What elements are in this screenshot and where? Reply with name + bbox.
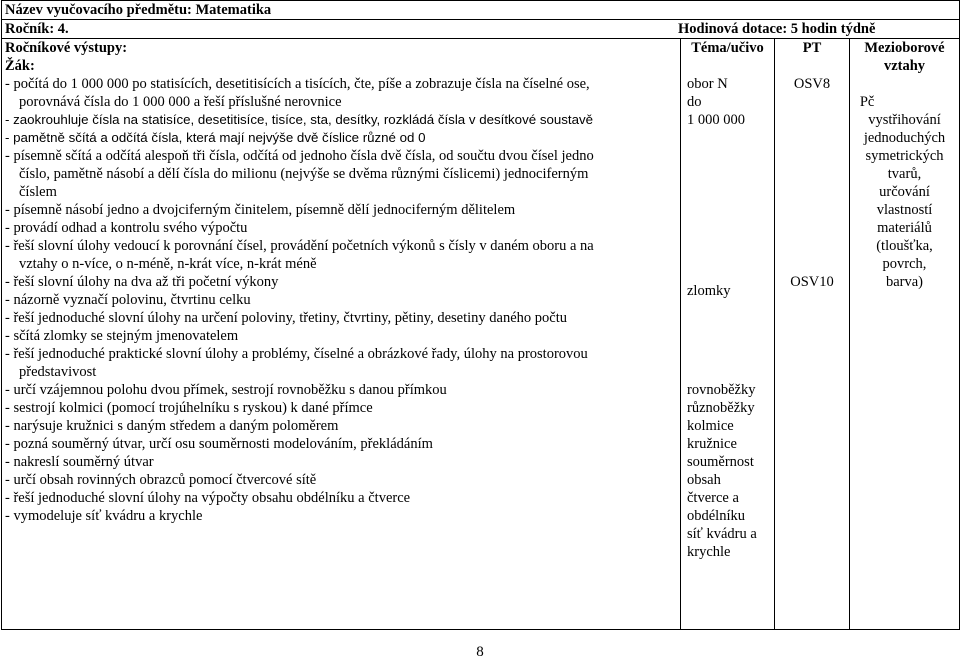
cross-line: určování (879, 184, 930, 200)
cross-line: barva) (885, 274, 924, 290)
objective-line: - určí obsah rovinných obrazců pomocí čtvercové sítě (5, 472, 317, 488)
pt-header: PT (775, 39, 850, 76)
cross-line: materiálů (877, 220, 932, 236)
objective-line: - řeší slovní úlohy na dva až tři početní výkony (5, 274, 279, 290)
objective-line: představivost (19, 364, 97, 380)
grade-label: Ročník: 4. (5, 21, 69, 37)
pupil-label: Žák: (5, 58, 35, 74)
objective-line: - řeší jednoduché slovní úlohy na určení poloviny, třetiny, čtvrtiny, pětiny, desetiny daného počtu (5, 310, 568, 326)
objective-line: - písemně sčítá a odčítá alespoň tři čísla, odčítá od jednoho čísla dvě čísla, od součtu dvou čísel jedno (5, 148, 594, 164)
objective-line: - sčítá zlomky se stejným jmenovatelem (5, 328, 239, 344)
page-number: 8 (476, 644, 484, 660)
hours-label: Hodinová dotace: 5 hodin týdně (678, 21, 876, 37)
topic-line: rovnoběžky (687, 382, 756, 398)
cross-line: Pč (859, 94, 875, 110)
objective-line: - řeší jednoduché praktické slovní úlohy a problémy, číselné a obrázkové řady, úlohy na prostorovou (5, 346, 588, 362)
objectives-cell (2, 75, 681, 630)
objective-line: - písemně násobí jedno a dvojciferným činitelem, písemně dělí jednociferným dělitelem (5, 202, 516, 218)
subject-title: Název vyučovacího předmětu: Matematika (2, 1, 960, 20)
cross-line: tvarů, (887, 166, 922, 182)
pt-cell (775, 75, 850, 630)
topic-header: Téma/učivo (681, 39, 775, 76)
objective-line: vztahy o n-více, o n-méně, n-krát více, n-krát méně (19, 256, 317, 272)
cross-label-2: vztahy (883, 58, 926, 74)
objective-line: - zaokrouhluje čísla na statisíce, desetitisíce, tisíce, sta, desítky, rozkládá čísla v desítkové soustavě (5, 112, 594, 127)
topic-line: zlomky (687, 283, 731, 299)
outcomes-header (2, 39, 681, 76)
topic-line: krychle (687, 544, 731, 560)
topic-line: do (687, 94, 702, 110)
cross-line: jednoduchých (863, 130, 946, 146)
topic-line: obdélníku (687, 508, 745, 524)
cross-line: povrch, (882, 256, 927, 272)
topic-line: souměrnost (687, 454, 754, 470)
objective-line: - pamětně sčítá a odčítá čísla, která mají nejvýše dvě číslice různé od 0 (5, 130, 426, 145)
objective-line: - řeší slovní úlohy vedoucí k porovnání čísel, provádění početních výkonů s čísly v daném oboru a na (5, 238, 594, 254)
pt-code: OSV8 (793, 76, 831, 92)
objective-line: - provádí odhad a kontrolu svého výpočtu (5, 220, 248, 236)
cross-line: vystřihování (868, 112, 941, 128)
topic-line: různoběžky (687, 400, 755, 416)
objective-line: - řeší jednoduché slovní úlohy na výpočty obsahu obdélníku a čtverce (5, 490, 411, 506)
objective-line: porovnává čísla do 1 000 000 a řeší příslušné nerovnice (19, 94, 342, 110)
cross-cell (850, 75, 960, 630)
topic-line: kružnice (687, 436, 737, 452)
topic-line: 1 000 000 (687, 112, 745, 128)
objective-line: - narýsuje kružnici s daným středem a daným poloměrem (5, 418, 339, 434)
cross-header (850, 39, 960, 76)
topic-line: obsah (687, 472, 721, 488)
objective-line: - určí vzájemnou polohu dvou přímek, sestrojí rovnoběžku s danou přímkou (5, 382, 447, 398)
grade-row (2, 20, 960, 39)
objective-line: číslem (19, 184, 57, 200)
objective-line: - nakreslí souměrný útvar (5, 454, 154, 470)
objective-line: - sestrojí kolmici (pomocí trojúhelníku s ryskou) k dané přímce (5, 400, 373, 416)
topic-line: obor N (687, 76, 728, 92)
topics-cell (681, 75, 775, 630)
topic-line: síť kvádru a (687, 526, 757, 542)
topic-line: kolmice (687, 418, 734, 434)
cross-line: (tloušťka, (876, 238, 933, 254)
cross-line: symetrických (865, 148, 944, 164)
objective-line: - počítá do 1 000 000 po statisících, desetitisících a tisících, čte, píše a zobrazuje čísla na číselné ose, (5, 76, 590, 92)
outcomes-label: Ročníkové výstupy: (5, 40, 128, 56)
objective-line: číslo, pamětně násobí a dělí čísla do milionu (nejvýše se dvěma různými číslicemi) jednociferným (19, 166, 589, 182)
pt-code: OSV10 (790, 274, 834, 290)
topic-line: čtverce a (687, 490, 739, 506)
cross-label-1: Mezioborové (864, 40, 945, 56)
objective-line: - vymodeluje síť kvádru a krychle (5, 508, 203, 524)
objective-line: - názorně vyznačí polovinu, čtvrtinu celku (5, 292, 251, 308)
objective-line: - pozná souměrný útvar, určí osu souměrnosti modelováním, překládáním (5, 436, 433, 452)
cross-line: vlastností (876, 202, 933, 218)
curriculum-table (1, 0, 960, 630)
